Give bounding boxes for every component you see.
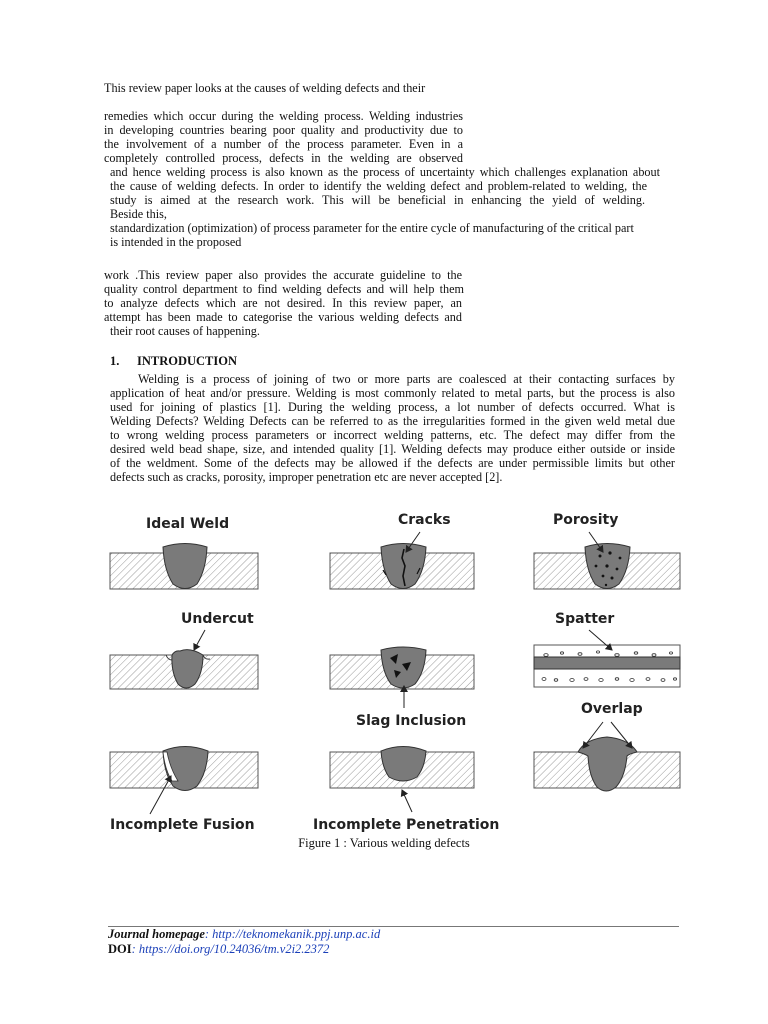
porosity-diagram: [534, 532, 680, 589]
incomplete-penetration-diagram: [330, 747, 474, 813]
ideal-weld-diagram: [110, 544, 258, 590]
homepage-label: Journal homepage: [108, 927, 205, 941]
intro-line: Welding is a process of joining of two or more parts are coalesced at their contacting surfaces by: [138, 372, 675, 386]
overlap-diagram: [534, 722, 680, 791]
abstract-line: is intended in the proposed: [110, 235, 242, 249]
figure-caption: Figure 1 : Various welding defects: [298, 836, 470, 850]
figure-label-undercut: Undercut: [181, 611, 254, 627]
abstract-line: standardization (optimization) of process parameter for the entire cycle of manufacturing of the critical part: [110, 221, 634, 235]
intro-line: to wrong welding process parameters or incorrect welding patterns, etc. The defect may differ from the: [110, 428, 675, 442]
doi-label: DOI: [108, 942, 132, 956]
figure-label-overlap: Overlap: [581, 701, 643, 717]
intro-line: defects such as cracks, porosity, improper penetration etc are never accepted [2].: [110, 470, 503, 484]
figure-label-ideal-weld: Ideal Weld: [146, 516, 230, 532]
figure-label-spatter: Spatter: [555, 611, 615, 627]
footer-doi: [108, 942, 329, 957]
abstract-line: the involvement of a number of the process parameter. Even in a: [104, 137, 463, 151]
abstract-line: Beside this,: [110, 207, 167, 221]
slag-inclusion-diagram: [330, 647, 474, 708]
undercut-diagram: [110, 630, 258, 689]
homepage-link[interactable]: : http://teknomekanik.ppj.unp.ac.id: [204, 927, 381, 941]
abstract-line: completely controlled process, defects in the welding are observed: [104, 151, 463, 165]
figure-label-slag-inclusion: Slag Inclusion: [356, 713, 467, 729]
intro-line: Welding Defects? Welding Defects can be referred to as the irregularities formed in the given weld metal due: [110, 414, 675, 428]
abstract-line: remedies which occur during the welding process. Welding industries: [104, 109, 463, 123]
section-number: 1.: [110, 354, 120, 368]
incomplete-fusion-diagram: [110, 747, 258, 815]
abstract-line: This review paper looks at the causes of welding defects and their: [104, 81, 426, 95]
intro-line: application of heat and/or pressure. Welding is most commonly related to metal parts, but the process is also: [110, 386, 675, 400]
abstract-line: quality control department to find welding defects and will help them: [104, 282, 464, 296]
abstract-line: attempt has been made to categorise the various welding defects and: [104, 310, 462, 324]
abstract-line: their root causes of happening.: [110, 324, 260, 338]
abstract-line: the cause of welding defects. In order to identify the welding defect and problem-related to welding, the: [110, 179, 647, 193]
footer-homepage: [108, 927, 380, 942]
intro-line: of the weldment. Some of the defects may be allowed if the defects are under permissible limits but other: [110, 456, 675, 470]
abstract-line: work .This review paper also provides the accurate guideline to the: [104, 268, 462, 282]
abstract-line: in developing countries bearing poor quality and productivity due to: [104, 123, 463, 137]
figure-label-incomplete-penetration: Incomplete Penetration: [313, 817, 500, 833]
figure-label-cracks: Cracks: [398, 512, 451, 528]
abstract-line: and hence welding process is also known as the process of uncertainty which challenges explanation about: [110, 165, 660, 179]
spatter-diagram: [534, 630, 680, 687]
intro-line: desired weld bead shape, size, and intended quality [1]. Welding defects may produce either outside or inside: [110, 442, 675, 456]
section-title: INTRODUCTION: [137, 354, 238, 368]
intro-line: used for joining of plastics [1]. During the welding process, a lot number of defects occurred. What is: [110, 400, 675, 414]
figure-label-porosity: Porosity: [553, 512, 619, 528]
doi-link[interactable]: : https://doi.org/10.24036/tm.v2i2.2372: [131, 942, 330, 956]
cracks-diagram: [330, 532, 474, 589]
abstract-line: to analyze defects which are not desired. In this review paper, an: [104, 296, 462, 310]
figure-label-incomplete-fusion: Incomplete Fusion: [110, 817, 255, 833]
abstract-line: study is aimed at the research work. This will be beneficial in enhancing the yield of welding.: [110, 193, 645, 207]
